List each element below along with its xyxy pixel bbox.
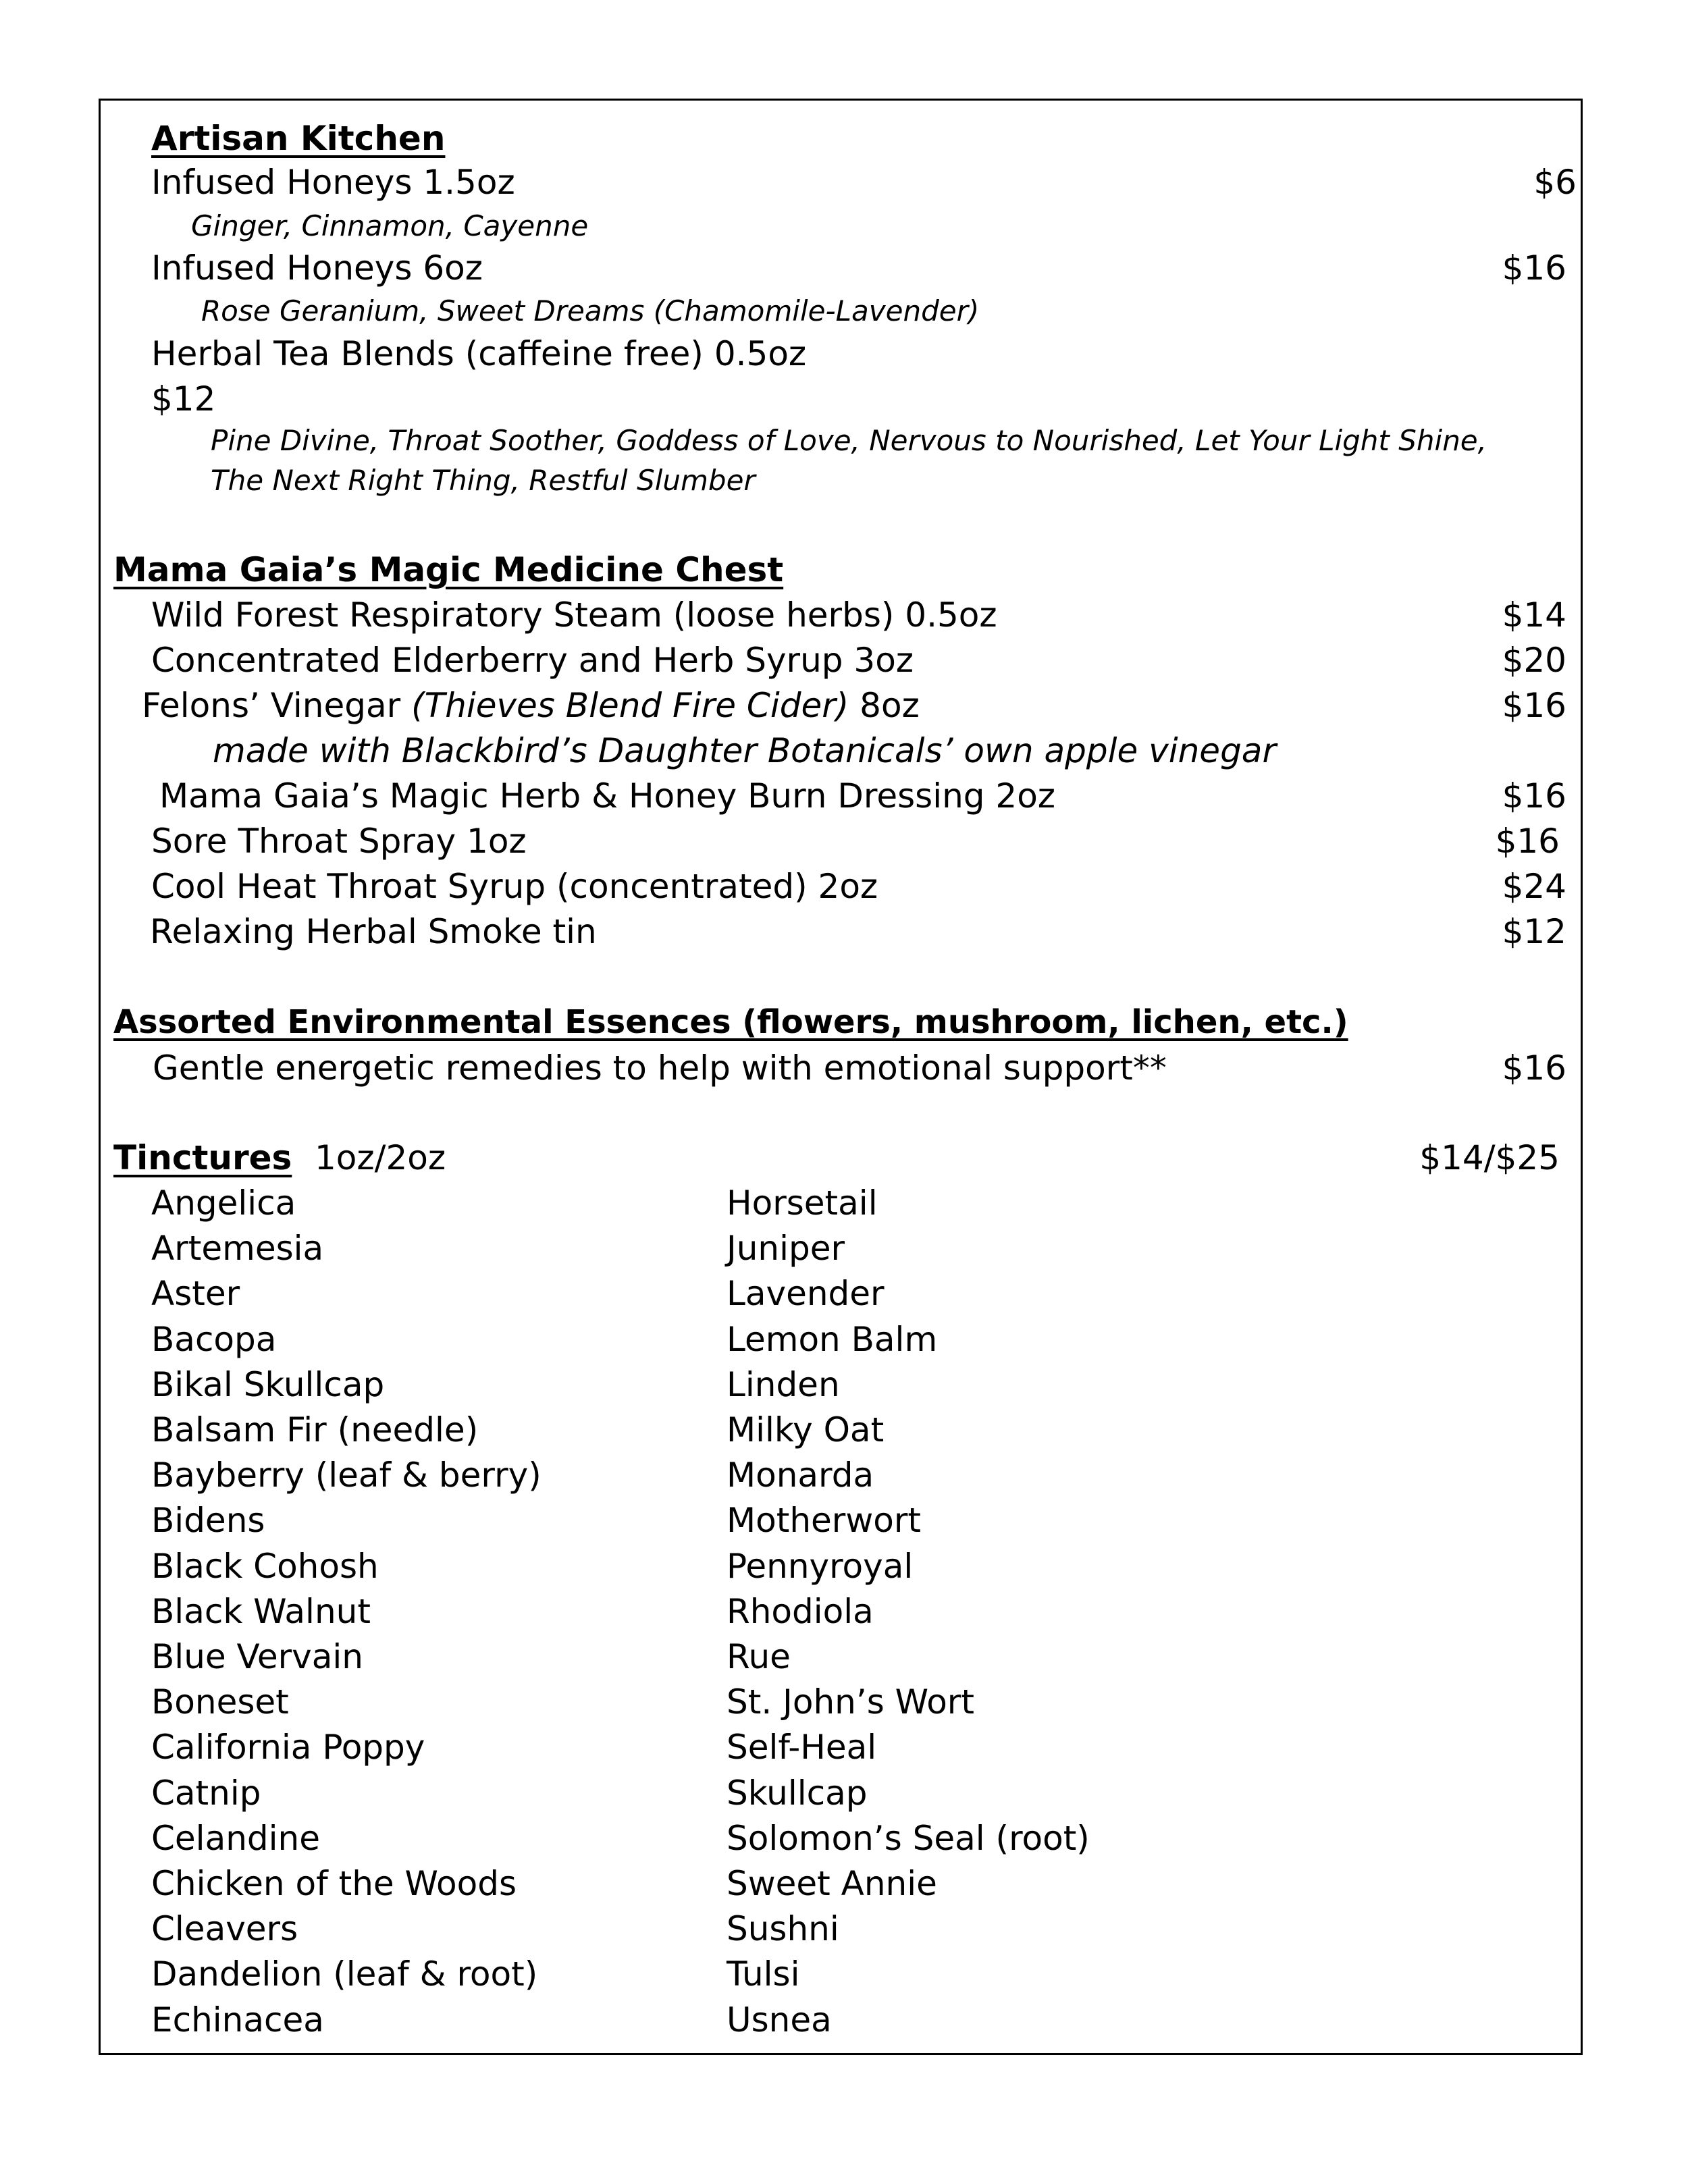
respiratory-steam-price: $14 <box>1502 595 1566 635</box>
felons-vinegar-name <box>142 686 920 725</box>
infused-honey-large-name: Infused Honeys 6oz <box>151 248 483 288</box>
tincture-right-item: Linden <box>727 1365 840 1404</box>
tincture-left-item: Aster <box>151 1274 240 1313</box>
tincture-right-item: Sweet Annie <box>727 1864 937 1903</box>
throat-syrup-name: Cool Heat Throat Syrup (concentrated) 2oz <box>151 867 878 906</box>
felons-vinegar-note: made with Blackbird’s Daughter Botanicals’ own apple vinegar <box>213 731 1276 770</box>
tincture-right-item: Juniper <box>727 1229 845 1268</box>
essences-price: $16 <box>1502 1048 1566 1088</box>
sore-throat-spray-price: $16 <box>1495 822 1560 861</box>
tincture-left-item: California Poppy <box>151 1728 425 1767</box>
tincture-right-item: Usnea <box>727 2000 832 2040</box>
tea-blends-name: Herbal Tea Blends (caffeine free) 0.5oz <box>151 334 807 373</box>
tincture-right-item: Sushni <box>727 1909 839 1948</box>
tea-blends-list-2: The Next Right Thing, Restful Slumber <box>211 464 756 497</box>
felons-vinegar-subtitle: (Thieves Blend Fire Cider) <box>411 686 849 725</box>
herbal-smoke-price: $12 <box>1502 912 1566 951</box>
tincture-left-item: Chicken of the Woods <box>151 1864 517 1903</box>
tincture-right-item: St. John’s Wort <box>727 1682 974 1722</box>
tinctures-heading: Tinctures <box>113 1138 292 1177</box>
tincture-left-item: Cleavers <box>151 1909 298 1948</box>
felons-vinegar-price: $16 <box>1502 686 1566 725</box>
tincture-right-item: Tulsi <box>727 1954 800 1994</box>
infused-honey-large-flavors: Rose Geranium, Sweet Dreams (Chamomile-Lavender) <box>201 294 980 327</box>
tincture-left-item: Celandine <box>151 1819 320 1858</box>
tincture-left-item: Catnip <box>151 1774 261 1813</box>
tincture-right-item: Lavender <box>727 1274 885 1313</box>
tinctures-price: $14/$25 <box>1419 1138 1560 1177</box>
tincture-right-item: Lemon Balm <box>727 1320 938 1359</box>
burn-dressing-name: Mama Gaia’s Magic Herb & Honey Burn Dressing 2oz <box>159 776 1056 816</box>
tincture-right-item: Rhodiola <box>727 1592 874 1631</box>
elderberry-syrup-name: Concentrated Elderberry and Herb Syrup 3oz <box>151 641 914 680</box>
tincture-right-item: Monarda <box>727 1456 874 1495</box>
essences-heading: Assorted Environmental Essences (flowers, mushroom, lichen, etc.) <box>113 1003 1348 1041</box>
herbal-smoke-name: Relaxing Herbal Smoke tin <box>150 912 597 951</box>
tincture-right-item: Milky Oat <box>727 1410 885 1449</box>
respiratory-steam-name: Wild Forest Respiratory Steam (loose herbs) 0.5oz <box>151 595 997 635</box>
tincture-left-item: Dandelion (leaf & root) <box>151 1954 538 1994</box>
felons-vinegar-title: Felons’ Vinegar <box>142 686 412 725</box>
tincture-right-item: Pennyroyal <box>727 1547 914 1586</box>
sore-throat-spray-name: Sore Throat Spray 1oz <box>151 822 527 861</box>
tincture-left-item: Artemesia <box>151 1229 324 1268</box>
infused-honey-large-price: $16 <box>1502 248 1566 288</box>
infused-honey-small-name: Infused Honeys 1.5oz <box>151 163 515 202</box>
tincture-left-item: Boneset <box>151 1682 289 1722</box>
tincture-left-item: Bayberry (leaf & berry) <box>151 1456 542 1495</box>
burn-dressing-price: $16 <box>1502 776 1566 816</box>
felons-vinegar-size: 8oz <box>849 686 920 725</box>
tincture-left-item: Angelica <box>151 1183 296 1223</box>
infused-honey-small-flavors: Ginger, Cinnamon, Cayenne <box>191 209 589 242</box>
tincture-right-item: Skullcap <box>727 1774 868 1813</box>
tincture-right-item: Rue <box>727 1637 791 1676</box>
elderberry-syrup-price: $20 <box>1502 641 1566 680</box>
tincture-right-item: Solomon’s Seal (root) <box>727 1819 1090 1858</box>
tea-blends-list-1: Pine Divine, Throat Soother, Goddess of Love, Nervous to Nourished, Let Your Light Shine, <box>211 424 1487 457</box>
artisan-kitchen-heading: Artisan Kitchen <box>151 119 446 158</box>
tincture-left-item: Bidens <box>151 1501 265 1540</box>
essences-description: Gentle energetic remedies to help with emotional support** <box>153 1048 1167 1088</box>
tincture-left-item: Bacopa <box>151 1320 277 1359</box>
tincture-left-item: Echinacea <box>151 2000 324 2040</box>
tea-blends-price: $12 <box>151 379 216 419</box>
tinctures-sizes: 1oz/2oz <box>315 1138 446 1177</box>
tincture-left-item: Balsam Fir (needle) <box>151 1410 479 1449</box>
medicine-chest-heading: Mama Gaia’s Magic Medicine Chest <box>113 550 784 589</box>
tincture-right-item: Motherwort <box>727 1501 921 1540</box>
tincture-right-item: Self-Heal <box>727 1728 877 1767</box>
tincture-right-item: Horsetail <box>727 1183 878 1223</box>
tincture-left-item: Black Walnut <box>151 1592 371 1631</box>
throat-syrup-price: $24 <box>1502 867 1566 906</box>
infused-honey-small-price: $6 <box>1533 163 1577 202</box>
tincture-left-item: Black Cohosh <box>151 1547 379 1586</box>
tincture-left-item: Bikal Skullcap <box>151 1365 385 1404</box>
tincture-left-item: Blue Vervain <box>151 1637 363 1676</box>
